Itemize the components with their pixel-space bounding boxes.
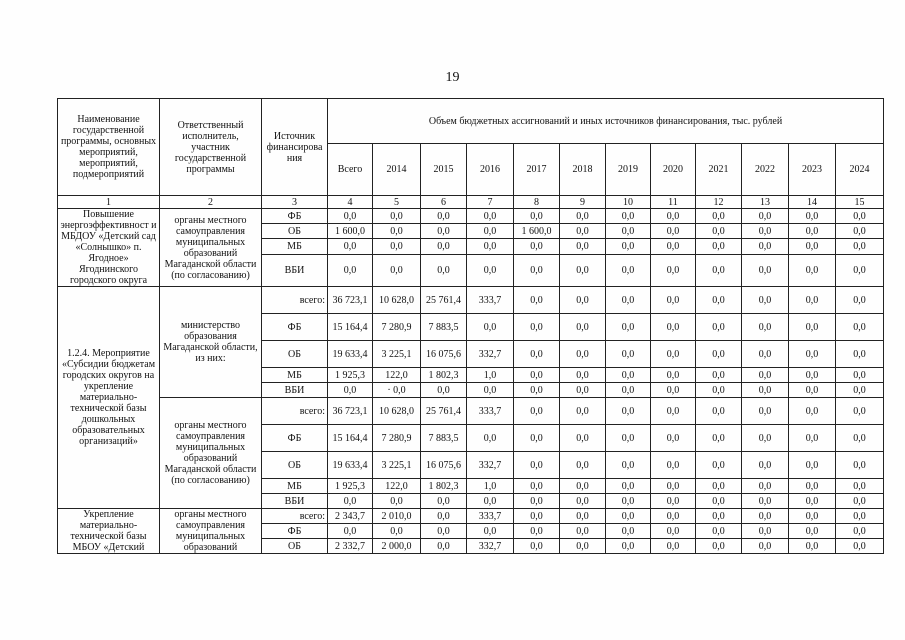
value-cell: 10 628,0 xyxy=(373,398,421,425)
value-cell: 7 883,5 xyxy=(421,425,467,452)
value-cell: 0,0 xyxy=(742,539,789,554)
column-number: 15 xyxy=(836,196,884,209)
value-cell: 0,0 xyxy=(328,239,373,254)
value-cell: 0,0 xyxy=(651,383,696,398)
value-cell: 0,0 xyxy=(606,239,651,254)
value-cell: 333,7 xyxy=(467,509,514,524)
value-cell: 0,0 xyxy=(696,239,742,254)
executor: министерство образования Магаданской области, из них: xyxy=(160,287,262,398)
value-cell: 0,0 xyxy=(467,494,514,509)
value-cell: 0,0 xyxy=(606,368,651,383)
value-cell: 0,0 xyxy=(742,524,789,539)
value-cell: 0,0 xyxy=(514,314,560,341)
value-cell: 0,0 xyxy=(836,479,884,494)
value-cell: 1 802,3 xyxy=(421,479,467,494)
value-cell: 0,0 xyxy=(514,452,560,479)
value-cell: 0,0 xyxy=(742,341,789,368)
value-cell: 0,0 xyxy=(696,224,742,239)
source-cell: МБ xyxy=(262,479,328,494)
value-cell: 0,0 xyxy=(742,398,789,425)
value-cell: 0,0 xyxy=(560,425,606,452)
value-cell: 0,0 xyxy=(836,494,884,509)
value-cell: 0,0 xyxy=(373,224,421,239)
value-cell: 0,0 xyxy=(514,479,560,494)
value-cell: 0,0 xyxy=(328,524,373,539)
value-cell: 0,0 xyxy=(651,314,696,341)
value-cell: 0,0 xyxy=(836,524,884,539)
value-cell: 19 633,4 xyxy=(328,341,373,368)
value-cell: 0,0 xyxy=(742,209,789,224)
value-cell: 0,0 xyxy=(514,509,560,524)
value-cell: 332,7 xyxy=(467,539,514,554)
value-cell: 0,0 xyxy=(560,368,606,383)
value-cell: 3 225,1 xyxy=(373,341,421,368)
value-cell: 0,0 xyxy=(742,383,789,398)
value-cell: 2 343,7 xyxy=(328,509,373,524)
value-cell: 36 723,1 xyxy=(328,287,373,314)
table-row xyxy=(58,287,884,314)
value-cell: 0,0 xyxy=(421,494,467,509)
value-cell: 0,0 xyxy=(789,494,836,509)
value-cell: 0,0 xyxy=(514,425,560,452)
value-cell: 0,0 xyxy=(696,452,742,479)
value-cell: 2 332,7 xyxy=(328,539,373,554)
value-cell: 19 633,4 xyxy=(328,452,373,479)
value-cell: 0,0 xyxy=(651,539,696,554)
column-number: 8 xyxy=(514,196,560,209)
value-cell: 0,0 xyxy=(696,509,742,524)
value-cell: 36 723,1 xyxy=(328,398,373,425)
header-executor: Ответственный исполнитель, участник государственной программы xyxy=(160,99,262,196)
value-cell: 0,0 xyxy=(606,341,651,368)
value-cell: 0,0 xyxy=(606,209,651,224)
year-header: 2019 xyxy=(606,144,651,196)
source-cell: ОБ xyxy=(262,224,328,239)
value-cell: 0,0 xyxy=(651,452,696,479)
value-cell: 0,0 xyxy=(514,287,560,314)
source-cell: ФБ xyxy=(262,425,328,452)
value-cell: 0,0 xyxy=(560,383,606,398)
value-cell: 0,0 xyxy=(606,224,651,239)
value-cell: 0,0 xyxy=(560,509,606,524)
header-numbers-row xyxy=(58,196,884,209)
value-cell: 0,0 xyxy=(742,287,789,314)
table-row xyxy=(58,509,884,524)
value-cell: 0,0 xyxy=(696,383,742,398)
source-cell: ФБ xyxy=(262,524,328,539)
value-cell: 0,0 xyxy=(606,479,651,494)
value-cell: 0,0 xyxy=(606,314,651,341)
value-cell: 0,0 xyxy=(514,494,560,509)
value-cell: 0,0 xyxy=(789,239,836,254)
value-cell: 0,0 xyxy=(514,383,560,398)
value-cell: 0,0 xyxy=(696,287,742,314)
year-header: 2018 xyxy=(560,144,606,196)
column-number: 9 xyxy=(560,196,606,209)
column-number: 1 xyxy=(58,196,160,209)
year-header: 2021 xyxy=(696,144,742,196)
value-cell: 0,0 xyxy=(467,383,514,398)
value-cell: 0,0 xyxy=(421,224,467,239)
value-cell: 0,0 xyxy=(560,254,606,286)
value-cell: 0,0 xyxy=(789,368,836,383)
value-cell: 0,0 xyxy=(606,425,651,452)
value-cell: 0,0 xyxy=(696,479,742,494)
value-cell: 0,0 xyxy=(651,341,696,368)
value-cell: 0,0 xyxy=(789,341,836,368)
value-cell: 332,7 xyxy=(467,341,514,368)
year-header: Всего xyxy=(328,144,373,196)
value-cell: 0,0 xyxy=(651,224,696,239)
value-cell: 333,7 xyxy=(467,398,514,425)
value-cell: 25 761,4 xyxy=(421,287,467,314)
source-cell: всего: xyxy=(262,509,328,524)
value-cell: 0,0 xyxy=(560,479,606,494)
value-cell: 0,0 xyxy=(742,479,789,494)
value-cell: 0,0 xyxy=(514,341,560,368)
value-cell: 0,0 xyxy=(789,314,836,341)
value-cell: 333,7 xyxy=(467,287,514,314)
value-cell: 0,0 xyxy=(328,254,373,286)
value-cell: 0,0 xyxy=(696,341,742,368)
source-cell: ФБ xyxy=(262,314,328,341)
column-number: 3 xyxy=(262,196,328,209)
value-cell: 0,0 xyxy=(651,425,696,452)
value-cell: 0,0 xyxy=(742,509,789,524)
value-cell: 0,0 xyxy=(560,539,606,554)
page-number: 19 xyxy=(445,70,460,85)
source-cell: всего: xyxy=(262,287,328,314)
header-name: Наименование государственной программы, основных мероприятий, мероприятий, подмероприятий xyxy=(58,99,160,196)
value-cell: 0,0 xyxy=(836,239,884,254)
value-cell: 7 883,5 xyxy=(421,314,467,341)
source-cell: ОБ xyxy=(262,539,328,554)
value-cell: 1,0 xyxy=(467,479,514,494)
value-cell: 1 600,0 xyxy=(514,224,560,239)
value-cell: 0,0 xyxy=(514,239,560,254)
value-cell: 0,0 xyxy=(696,524,742,539)
value-cell: 0,0 xyxy=(696,539,742,554)
value-cell: 0,0 xyxy=(560,398,606,425)
value-cell: 2 010,0 xyxy=(373,509,421,524)
value-cell: 332,7 xyxy=(467,452,514,479)
value-cell: · 0,0 xyxy=(373,383,421,398)
column-number: 2 xyxy=(160,196,262,209)
column-number: 7 xyxy=(467,196,514,209)
value-cell: 10 628,0 xyxy=(373,287,421,314)
value-cell: 0,0 xyxy=(606,452,651,479)
value-cell: 0,0 xyxy=(836,209,884,224)
value-cell: 0,0 xyxy=(651,209,696,224)
value-cell: 0,0 xyxy=(651,509,696,524)
value-cell: 1 925,3 xyxy=(328,368,373,383)
value-cell: 0,0 xyxy=(696,254,742,286)
value-cell: 15 164,4 xyxy=(328,314,373,341)
executor: органы местного самоуправления муниципальных образований Магаданской области (по согласованию) xyxy=(160,209,262,287)
value-cell: 0,0 xyxy=(651,524,696,539)
value-cell: 1 925,3 xyxy=(328,479,373,494)
value-cell: 1 600,0 xyxy=(328,224,373,239)
source-cell: всего: xyxy=(262,398,328,425)
value-cell: 0,0 xyxy=(696,425,742,452)
value-cell: 0,0 xyxy=(696,494,742,509)
value-cell: 0,0 xyxy=(836,509,884,524)
header-volume: Объем бюджетных ассигнований и иных источников финансирования, тыс. рублей xyxy=(328,99,884,144)
year-header: 2015 xyxy=(421,144,467,196)
value-cell: 0,0 xyxy=(560,341,606,368)
year-header: 2020 xyxy=(651,144,696,196)
value-cell: 0,0 xyxy=(836,287,884,314)
column-number: 13 xyxy=(742,196,789,209)
value-cell: 0,0 xyxy=(789,509,836,524)
value-cell: 0,0 xyxy=(606,287,651,314)
year-header: 2023 xyxy=(789,144,836,196)
value-cell: 0,0 xyxy=(836,224,884,239)
value-cell: 0,0 xyxy=(560,287,606,314)
program-name: Укрепление материально-технической базы МБОУ «Детский xyxy=(58,509,160,554)
column-number: 6 xyxy=(421,196,467,209)
value-cell: 0,0 xyxy=(514,209,560,224)
value-cell: 0,0 xyxy=(328,209,373,224)
value-cell: 16 075,6 xyxy=(421,341,467,368)
value-cell: 0,0 xyxy=(651,494,696,509)
value-cell: 0,0 xyxy=(560,452,606,479)
value-cell: 0,0 xyxy=(467,425,514,452)
value-cell: 0,0 xyxy=(742,314,789,341)
value-cell: 0,0 xyxy=(742,254,789,286)
value-cell: 0,0 xyxy=(696,368,742,383)
value-cell: 0,0 xyxy=(560,209,606,224)
value-cell: 0,0 xyxy=(606,383,651,398)
value-cell: 0,0 xyxy=(696,209,742,224)
value-cell: 0,0 xyxy=(651,398,696,425)
value-cell: 0,0 xyxy=(836,452,884,479)
year-header: 2016 xyxy=(467,144,514,196)
value-cell: 0,0 xyxy=(467,239,514,254)
value-cell: 0,0 xyxy=(514,524,560,539)
column-number: 14 xyxy=(789,196,836,209)
value-cell: 0,0 xyxy=(836,539,884,554)
value-cell: 0,0 xyxy=(606,494,651,509)
value-cell: 0,0 xyxy=(789,425,836,452)
executor: органы местного самоуправления муниципальных образований xyxy=(160,509,262,554)
value-cell: 0,0 xyxy=(514,254,560,286)
source-cell: МБ xyxy=(262,368,328,383)
year-header: 2024 xyxy=(836,144,884,196)
value-cell: 3 225,1 xyxy=(373,452,421,479)
table-row xyxy=(58,209,884,224)
source-cell: ОБ xyxy=(262,452,328,479)
value-cell: 1 802,3 xyxy=(421,368,467,383)
value-cell: 0,0 xyxy=(836,398,884,425)
value-cell: 0,0 xyxy=(373,494,421,509)
executor: органы местного самоуправления муниципальных образований Магаданской области (по согласованию) xyxy=(160,398,262,509)
value-cell: 0,0 xyxy=(742,239,789,254)
value-cell: 0,0 xyxy=(421,383,467,398)
value-cell: 0,0 xyxy=(789,524,836,539)
value-cell: 0,0 xyxy=(560,524,606,539)
value-cell: 0,0 xyxy=(606,524,651,539)
value-cell: 15 164,4 xyxy=(328,425,373,452)
value-cell: 0,0 xyxy=(467,314,514,341)
value-cell: 0,0 xyxy=(742,368,789,383)
column-number: 10 xyxy=(606,196,651,209)
header-source: Источник финансирова ния xyxy=(262,99,328,196)
value-cell: 0,0 xyxy=(606,398,651,425)
value-cell: 0,0 xyxy=(421,524,467,539)
year-header: 2017 xyxy=(514,144,560,196)
program-name: 1.2.4. Мероприятие «Субсидии бюджетам городских округов на укрепление материально-технической базы дошкольных образовательных организаций» xyxy=(58,287,160,509)
source-cell: ВБИ xyxy=(262,383,328,398)
column-number: 4 xyxy=(328,196,373,209)
value-cell: 0,0 xyxy=(651,239,696,254)
value-cell: 0,0 xyxy=(421,539,467,554)
value-cell: 2 000,0 xyxy=(373,539,421,554)
value-cell: 0,0 xyxy=(560,224,606,239)
column-number: 12 xyxy=(696,196,742,209)
value-cell: 25 761,4 xyxy=(421,398,467,425)
value-cell: 0,0 xyxy=(789,398,836,425)
value-cell: 0,0 xyxy=(421,509,467,524)
value-cell: 0,0 xyxy=(836,314,884,341)
value-cell: 0,0 xyxy=(789,539,836,554)
program-name: Повышение энергоэффективност и МБДОУ «Детский сад «Солнышко» п. Ягодное» Ягоднинского городского округа xyxy=(58,209,160,287)
value-cell: 0,0 xyxy=(560,314,606,341)
value-cell: 0,0 xyxy=(789,224,836,239)
value-cell: 1,0 xyxy=(467,368,514,383)
value-cell: 0,0 xyxy=(742,224,789,239)
year-header: 2022 xyxy=(742,144,789,196)
value-cell: 0,0 xyxy=(373,209,421,224)
value-cell: 0,0 xyxy=(467,254,514,286)
value-cell: 0,0 xyxy=(467,209,514,224)
value-cell: 0,0 xyxy=(696,398,742,425)
funding-table xyxy=(57,98,884,554)
value-cell: 0,0 xyxy=(514,368,560,383)
value-cell: 0,0 xyxy=(836,254,884,286)
value-cell: 0,0 xyxy=(421,254,467,286)
value-cell: 0,0 xyxy=(514,398,560,425)
value-cell: 0,0 xyxy=(789,287,836,314)
value-cell: 0,0 xyxy=(742,425,789,452)
source-cell: ФБ xyxy=(262,209,328,224)
value-cell: 16 075,6 xyxy=(421,452,467,479)
table-row xyxy=(58,398,884,425)
value-cell: 0,0 xyxy=(606,509,651,524)
source-cell: МБ xyxy=(262,239,328,254)
value-cell: 0,0 xyxy=(836,368,884,383)
value-cell: 122,0 xyxy=(373,368,421,383)
value-cell: 0,0 xyxy=(328,494,373,509)
value-cell: 0,0 xyxy=(836,425,884,452)
column-number: 5 xyxy=(373,196,421,209)
source-cell: ОБ xyxy=(262,341,328,368)
source-cell: ВБИ xyxy=(262,494,328,509)
value-cell: 0,0 xyxy=(651,287,696,314)
value-cell: 7 280,9 xyxy=(373,425,421,452)
value-cell: 0,0 xyxy=(421,209,467,224)
value-cell: 0,0 xyxy=(373,254,421,286)
value-cell: 0,0 xyxy=(742,452,789,479)
value-cell: 0,0 xyxy=(836,383,884,398)
value-cell: 0,0 xyxy=(696,314,742,341)
value-cell: 0,0 xyxy=(651,368,696,383)
value-cell: 0,0 xyxy=(328,383,373,398)
source-cell: ВБИ xyxy=(262,254,328,286)
value-cell: 0,0 xyxy=(789,254,836,286)
value-cell: 0,0 xyxy=(836,341,884,368)
value-cell: 0,0 xyxy=(373,524,421,539)
value-cell: 0,0 xyxy=(651,254,696,286)
value-cell: 0,0 xyxy=(789,452,836,479)
value-cell: 0,0 xyxy=(373,239,421,254)
value-cell: 122,0 xyxy=(373,479,421,494)
value-cell: 0,0 xyxy=(560,239,606,254)
value-cell: 0,0 xyxy=(606,539,651,554)
value-cell: 0,0 xyxy=(789,383,836,398)
year-header: 2014 xyxy=(373,144,421,196)
value-cell: 0,0 xyxy=(789,209,836,224)
value-cell: 0,0 xyxy=(742,494,789,509)
column-number: 11 xyxy=(651,196,696,209)
value-cell: 0,0 xyxy=(789,479,836,494)
value-cell: 0,0 xyxy=(467,524,514,539)
value-cell: 0,0 xyxy=(514,539,560,554)
value-cell: 0,0 xyxy=(560,494,606,509)
value-cell: 0,0 xyxy=(606,254,651,286)
value-cell: 7 280,9 xyxy=(373,314,421,341)
value-cell: 0,0 xyxy=(421,239,467,254)
value-cell: 0,0 xyxy=(467,224,514,239)
value-cell: 0,0 xyxy=(651,479,696,494)
